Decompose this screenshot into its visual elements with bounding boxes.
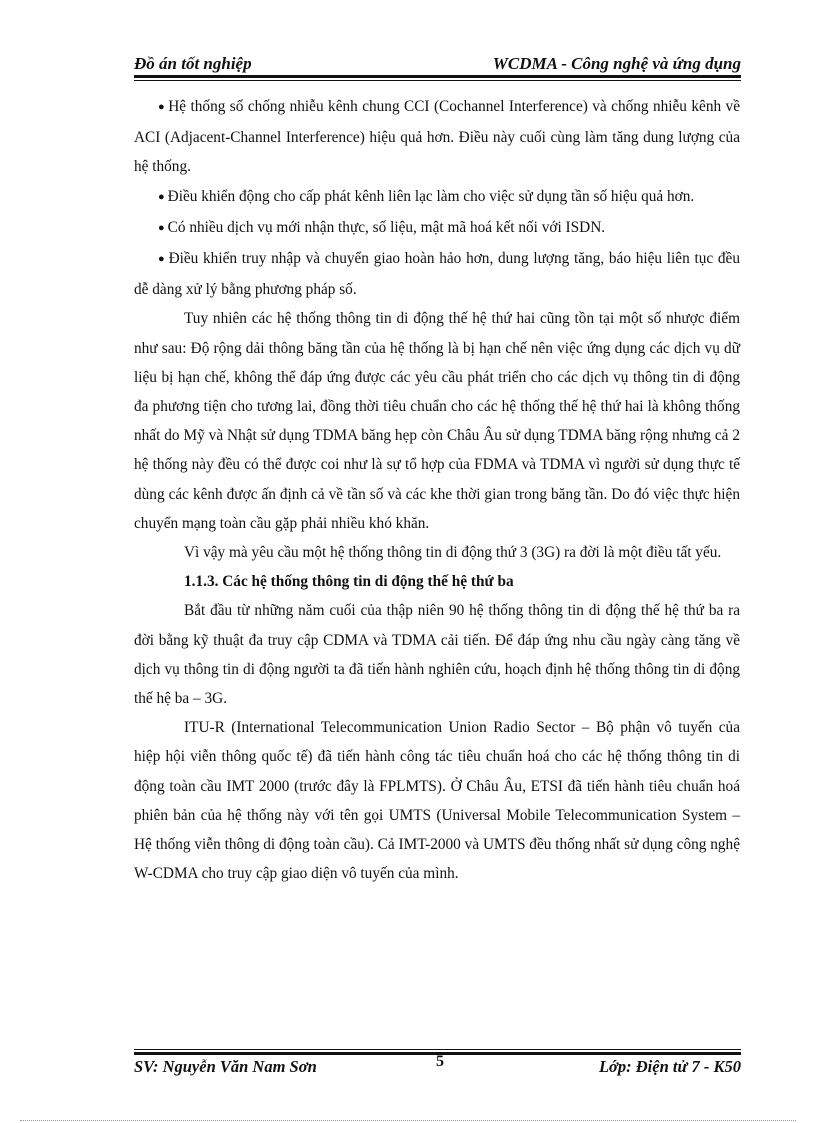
bullet-item (134, 244, 740, 304)
paragraph-itu: ITU-R (International Telecommunication Union Radio Sector – Bộ phận vô tuyến của hiệp hội viễn thông quốc tế) đã tiến hành công tác tiêu chuẩn hoá cho các hệ thống thông tin di động toàn cầu IMT 2000 (trước đây là FPLMTS). Ở Châu Âu, ETSI đã tiến hành tiêu chuẩn hoá phiên bản của hệ thống này với tên gọi UMTS (Universal Mobile Telecommunication System – Hệ thống viễn thông di động toàn cầu). Cả IMT-2000 và UMTS đều thống nhất sử dụng công nghệ W-CDMA cho truy cập giao diện vô tuyến của mình. (134, 719, 740, 883)
bullet-text: Điều khiển động cho cấp phát kênh liên lạc làm cho việc sử dụng tần số hiệu quả hơn. (167, 187, 695, 205)
paragraph-3g-need: Vì vậy mà yêu cầu một hệ thống thông tin di động thứ 3 (3G) ra đời là một điều tất yếu. (184, 544, 722, 562)
bullet-item (134, 182, 740, 213)
footer-student: SV: Nguyễn Văn Nam Sơn (134, 1057, 317, 1076)
bullet-text: Điều khiển truy nhập và chuyển giao hoàn hảo hơn, dung lượng tăng, báo hiệu liên tục đều dễ dàng xử lý bằng phương pháp số. (134, 250, 740, 299)
section-heading: 1.1.3. Các hệ thống thông tin di động thế hệ thứ ba (184, 573, 514, 591)
page-footer (134, 1055, 741, 1079)
page-header (134, 48, 741, 74)
page-number: 5 (436, 1053, 444, 1070)
header-right-title: WCDMA - Công nghệ và ứng dụng (492, 54, 741, 73)
bullet-dot-icon: ● (158, 190, 165, 203)
paragraph-3g-intro: Bắt đầu từ những năm cuối của thập niên 90 hệ thống thông tin di động thế hệ thứ ba ra đời bằng kỹ thuật đa truy cập CDMA và TDMA cải tiến. Để đáp ứng nhu cầu ngày càng tăng về dịch vụ thông tin di động người ta đã tiến hành nghiên cứu, hoạch định hệ thống thông tin di động thế hệ ba – 3G. (134, 602, 740, 708)
footer-class: Lớp: Điện tử 7 - K50 (598, 1057, 741, 1076)
footer-divider-thin (134, 1049, 741, 1050)
bullet-item (134, 213, 740, 244)
bullet-dot-icon: ● (158, 101, 166, 113)
bullet-dot-icon: ● (158, 221, 165, 234)
bullet-dot-icon: ● (158, 253, 166, 266)
header-divider (134, 75, 741, 78)
paragraph-limitations: Tuy nhiên các hệ thống thông tin di động thế hệ thứ hai cũng tồn tại một số nhược điểm như sau: Độ rộng dải thông băng tần của hệ thống là bị hạn chế nên việc ứng dụng các dịch vụ dữ liệu bị hạn chế, không thể đáp ứng được các yêu cầu phát triển cho các dịch vụ thông tin di động đa phương tiện cho tương lai, đồng thời tiêu chuẩn cho các hệ thống thế hệ thứ hai là không thống nhất do Mỹ và Nhật sử dụng TDMA băng hẹp còn Châu Âu sử dụng TDMA băng rộng nhưng cả 2 hệ thống này đều có thể được coi như là sự tổ hợp của FDMA và TDMA vì người sử dụng thực tế dùng các kênh được ấn định cả về tần số và các khe thời gian trong băng tần. Do đó việc thực hiện chuyển mạng toàn cầu gặp phải nhiều khó khăn. (134, 310, 740, 532)
header-divider-thin (134, 80, 741, 81)
bullet-item (134, 92, 740, 182)
page-body (134, 92, 740, 888)
page-boundary (20, 1120, 796, 1121)
header-left-title: Đồ án tốt nghiệp (134, 54, 252, 73)
bullet-text: Hệ thống số chống nhiễu kênh chung CCI (Cochannel Interference) và chống nhiễu kênh về ACI (Adjacent-Channel Interference) hiệu quả hơn. Điều này cuối cùng làm tăng dung lượng của hệ thống. (134, 98, 740, 176)
bullet-text: Có nhiều dịch vụ mới nhận thực, số liệu, mật mã hoá kết nối với ISDN. (167, 218, 606, 236)
